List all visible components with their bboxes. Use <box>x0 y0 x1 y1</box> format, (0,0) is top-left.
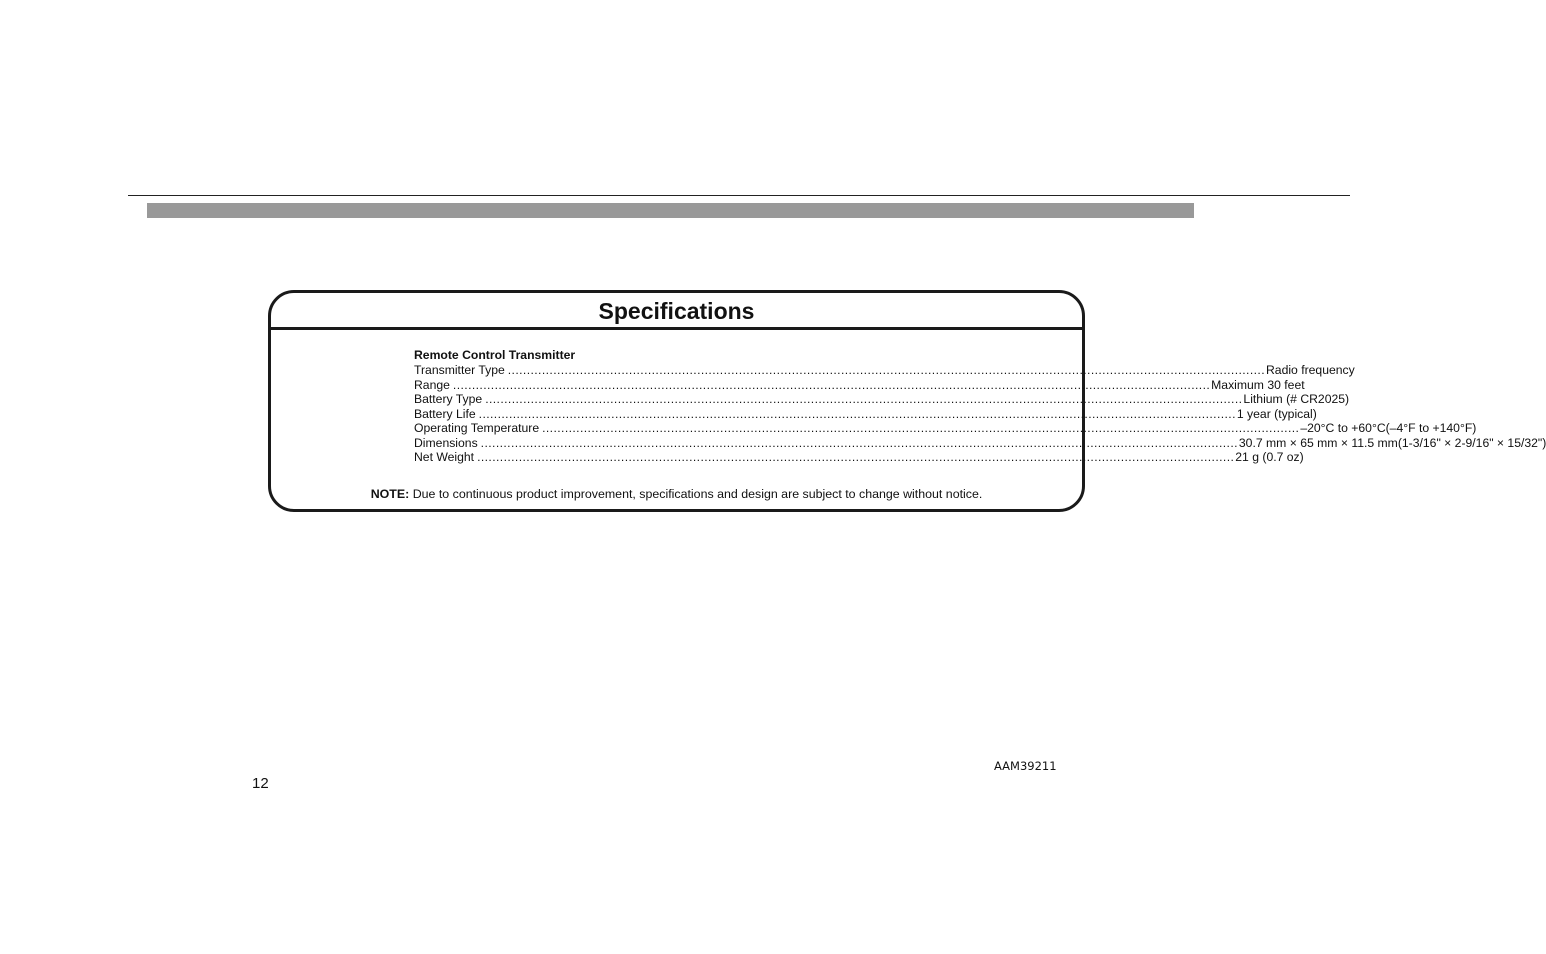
dot-leader: ........................................................................................................................................................................................................ <box>485 392 1243 406</box>
document-code: AAM39211 <box>994 759 1057 773</box>
spec-label: Battery Type <box>414 392 483 406</box>
spec-row-battery-type <box>414 392 1350 407</box>
note-label: NOTE: <box>370 487 410 501</box>
dot-leader: ........................................................................................................................................................................................................ <box>478 406 1236 421</box>
spec-label: Operating Temperature <box>414 421 540 435</box>
spec-heading: Remote Control Transmitter <box>414 348 576 362</box>
dot-leader: ........................................................................................................................................................................................................ <box>452 377 1211 392</box>
spec-label: Battery Life <box>414 406 476 421</box>
top-rule <box>128 195 1350 196</box>
dot-leader: ........................................................................................................................................................................................................ <box>480 435 1238 450</box>
note-text: Due to continuous product improvement, specifications and design are subject to change without notice. <box>412 487 983 501</box>
spec-row-range <box>414 377 1305 393</box>
spec-label: Dimensions <box>414 435 478 450</box>
spec-label: Range <box>414 377 450 392</box>
spec-value: 21 g (0.7 oz) <box>1235 450 1304 464</box>
spec-row-operating-temperature <box>414 421 1477 436</box>
dot-leader: ........................................................................................................................................................................................................ <box>542 421 1300 435</box>
spec-value: –20°C to +60°C(–4°F to +140°F) <box>1300 421 1477 435</box>
spec-row-battery-life <box>414 406 1317 422</box>
specifications-box <box>268 290 1546 512</box>
header-bar <box>147 203 1194 218</box>
specifications-title: Specifications <box>598 298 755 324</box>
spec-value: Radio frequency <box>1265 363 1355 377</box>
spec-label: Net Weight <box>414 450 475 464</box>
dot-leader: ........................................................................................................................................................................................................ <box>507 363 1265 377</box>
page-number: 12 <box>252 775 269 792</box>
spec-value: 1 year (typical) <box>1236 406 1317 421</box>
spec-note <box>271 486 1082 502</box>
spec-value: Lithium (# CR2025) <box>1243 392 1350 406</box>
spec-value: 30.7 mm × 65 mm × 11.5 mm(1-3/16" × 2-9/16" × 15/32") <box>1238 435 1546 450</box>
spec-label: Transmitter Type <box>414 363 505 377</box>
spec-row-dimensions <box>414 435 1546 451</box>
spec-row-net-weight <box>414 450 1304 465</box>
spec-value: Maximum 30 feet <box>1211 377 1305 392</box>
title-divider <box>271 327 1082 330</box>
spec-row-transmitter-type <box>414 363 1355 378</box>
dot-leader: ........................................................................................................................................................................................................ <box>477 450 1235 464</box>
spec-list <box>414 348 1546 465</box>
